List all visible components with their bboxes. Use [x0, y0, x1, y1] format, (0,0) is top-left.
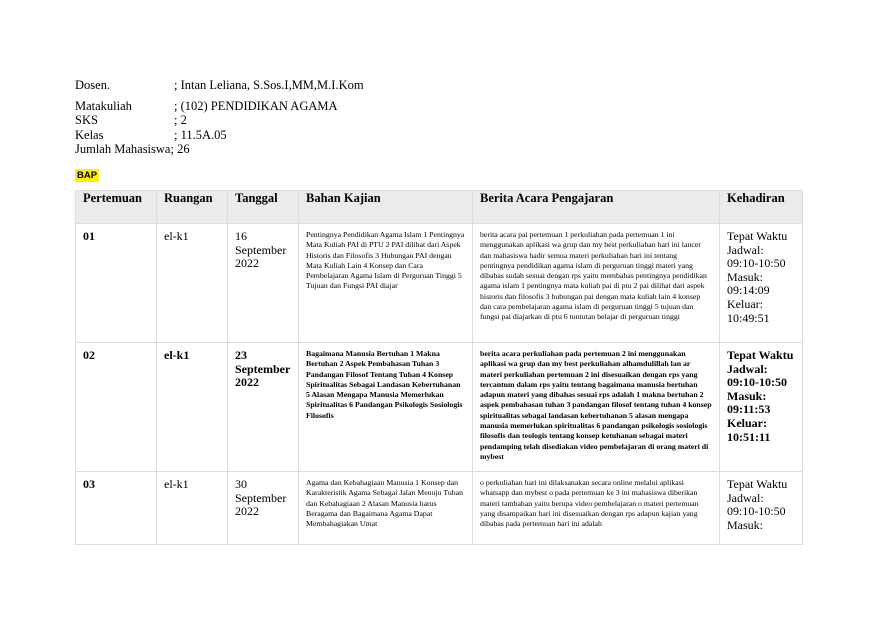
cell-kehadiran [720, 343, 803, 472]
masuk-value: 09:11:53 [727, 402, 771, 417]
table-row [76, 343, 803, 472]
cell-ruangan: el-k1 [157, 224, 228, 343]
cell-ruangan: el-k1 [157, 343, 228, 472]
header-berita-acara: Berita Acara Pengajaran [473, 191, 720, 224]
jadwal-label: Jadwal: [727, 361, 768, 376]
cell-bahan-kajian: Agama dan Kebahagiaan Manusia 1 Konsep dan Karakteristik Agama Sebagai Jalan Menuju Tuhan dan Kebahagiaan 2 Alasan Manusia harus Beragama dan Bagaimana Agama Dapat Membahagiakan Umat [299, 472, 473, 545]
info-value: ; 26 [170, 142, 190, 156]
masuk-label: Masuk: [727, 269, 763, 284]
table-row [76, 224, 803, 343]
attendance-status: Tepat Waktu [727, 348, 794, 362]
keluar-label: Keluar: [727, 415, 767, 430]
jadwal-label: Jadwal: [727, 242, 764, 257]
masuk-value: 09:14:09 [727, 283, 770, 298]
table-header-row [76, 191, 803, 224]
keluar-value: 10:51:11 [727, 429, 771, 444]
cell-tanggal: 30 September 2022 [228, 472, 299, 545]
info-value: ; (102) PENDIDIKAN AGAMA [174, 98, 338, 113]
info-value: ; Intan Leliana, S.Sos.I,MM,M.I.Kom [174, 78, 364, 92]
keluar-value: 10:49:51 [727, 310, 770, 325]
attendance-status: Tepat Waktu [727, 477, 788, 491]
info-row-matakuliah [75, 99, 364, 114]
cell-kehadiran [720, 224, 803, 343]
cell-pertemuan: 01 [76, 224, 157, 343]
info-label: SKS [75, 113, 98, 127]
course-info [75, 78, 364, 157]
header-bahan-kajian: Bahan Kajian [299, 191, 473, 224]
info-value: ; 11.5A.05 [174, 127, 227, 142]
info-row-kelas [75, 128, 364, 143]
header-pertemuan: Pertemuan [76, 191, 157, 224]
info-label: Matakuliah [75, 98, 132, 113]
cell-tanggal: 23 September 2022 [228, 343, 299, 472]
cell-berita-acara: berita acara perkuliahan pada pertemuan 2 ini menggunakan aplikasi wa grup dan my best perkuliahan alhamdulillah lan ar materi perkuliahan pertemuan 2 ini disesuaikan dengan rps yang tercantum dalam rps yaitu tentang bagaimana manusia bertuhan adapun materi yang dibahas sesuai rps adalah 1 makna bertuhan 2 aspek pembahasan tuhan 3 pandangan filosof tentang tuhan 4 konsep spiritualitas sebagai landasan kebertuhanan 5 alasan mengapa manusia memerlukan spiritualitas 6 pandangan psikologis sosiologis filosofis dan teologis tentang konsep ketuhanan sebagai materi pendamping telah disediakan video pembelajaran di orang materi di mybest [473, 343, 720, 472]
jadwal-label: Jadwal: [727, 490, 764, 505]
info-row-jumlah-mahasiswa [75, 142, 364, 157]
jadwal-value: 09:10-10:50 [727, 504, 786, 519]
header-ruangan: Ruangan [157, 191, 228, 224]
cell-bahan-kajian: Pentingnya Pendidikan Agama Islam 1 Pentingnya Mata Kuliah PAI di PTU 2 PAI dilihat dari Aspek Historis dan Filosofis 3 Hubungan PAI dengan Mata Kuliah Lain 4 Konsep dan Cara Pembelajaran Agama Islam di Perguruan Tinggi 5 Tujuan dan Fungsi PAI diajar [299, 224, 473, 343]
cell-pertemuan: 02 [76, 343, 157, 472]
bap-label: BAP [77, 170, 98, 181]
keluar-label: Keluar: [727, 296, 763, 311]
info-label: Kelas [75, 127, 104, 142]
bap-table [75, 190, 803, 545]
info-row-sks [75, 113, 364, 128]
jadwal-value: 09:10-10:50 [727, 256, 786, 271]
jadwal-value: 09:10-10:50 [727, 375, 787, 390]
info-row-dosen [75, 78, 364, 93]
header-kehadiran: Kehadiran [720, 191, 803, 224]
cell-ruangan: el-k1 [157, 472, 228, 545]
cell-berita-acara: berita acara pai pertemuan 1 perkuliahan pada pertemuan 1 ini menggunakan aplikasi wa grup dan my best perkuliahan hari ini lancer dan mahasiswa hadir semua materi perkuliahan hari ini tentang pentingnya pendidikan agama islam di perguruan tinggi materi yang dibahas sudah sesuai dengan rps yaitu membahas pentingnya pendidikan agama islam 1 pentingnya mata kuliah pai di ptu 2 pai dilihat dari aspek historis dan filosofis 3 hubungan pai dengan mata kuliah lain 4 konsep dan cara pembelajaran agama islam di perguruan tinggi 5 tujuan dan fungsi pai diajarkan di ptu 6 tuntutan belajar di perguruan tinggi [473, 224, 720, 343]
cell-berita-acara: o perkuliahan hari ini dilaksanakan secara online melalui aplikasi whatsapp dan mybest o pada pertemuan ke 3 ini mahasiswa diberikan materi tambahan yaitu berupa video pembelajaran o materi pertemuan yang disampaikan hari ini disesuaikan dengan rps adapun kajian yang dibahas pada pertemuan hari ini adalah [473, 472, 720, 545]
masuk-label: Masuk: [727, 388, 767, 403]
table-row [76, 472, 803, 545]
info-label: Jumlah Mahasiswa [75, 142, 171, 156]
cell-bahan-kajian: Bagaimana Manusia Bertuhan 1 Makna Bertuhan 2 Aspek Pembahasan Tuhan 3 Pandangan Filosof Tentang Tuhan 4 Konsep Spiritualitas Sebagai Landasan Kebertuhanan 5 Alasan Mengapa Manusia Memerlukan Spiritualitas 6 Pandangan Psikologis Sosiologis Filosofis [299, 343, 473, 472]
masuk-label: Masuk: [727, 517, 763, 532]
attendance-status: Tepat Waktu [727, 229, 788, 243]
info-label: Dosen. [75, 78, 111, 92]
header-tanggal: Tanggal [228, 191, 299, 224]
info-value: ; 2 [174, 113, 187, 127]
cell-pertemuan: 03 [76, 472, 157, 545]
cell-tanggal: 16 September 2022 [228, 224, 299, 343]
cell-kehadiran [720, 472, 803, 545]
